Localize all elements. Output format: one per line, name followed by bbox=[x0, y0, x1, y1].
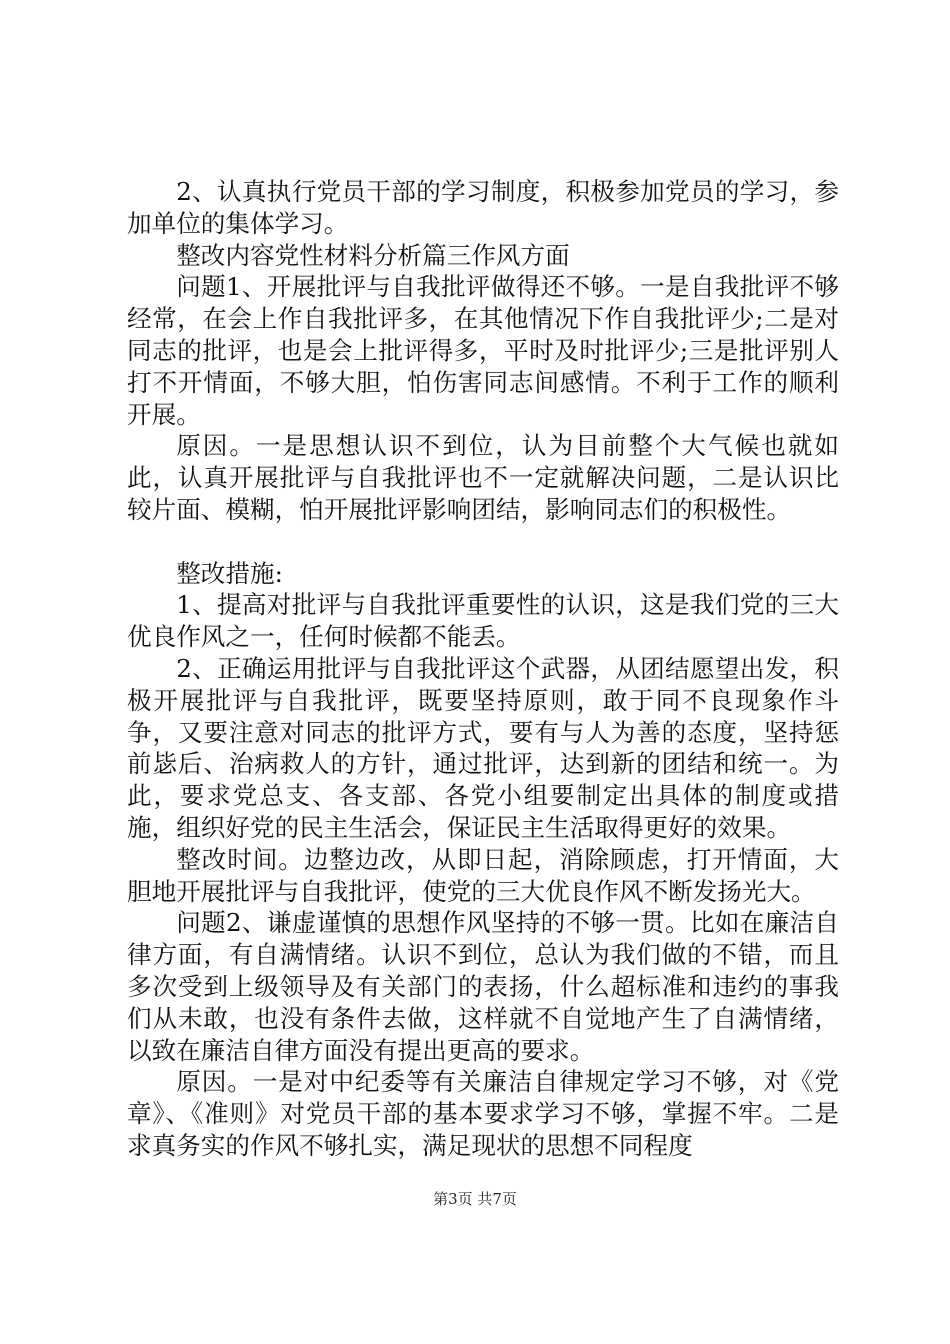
paragraph-reason-1: 原因。一是思想认识不到位，认为目前整个大气候也就如此，认真开展批评与自我批评也不一定就解决问题，二是认识比较片面、模糊，怕开展批评影响团结，影响同志们的积极性。 bbox=[127, 431, 839, 524]
paragraph-measure-1: 1、提高对批评与自我批评重要性的认识，这是我们党的三大优良作风之一，任何时候都不能丢。 bbox=[127, 590, 839, 652]
paragraph-study-system: 2、认真执行党员干部的学习制度，积极参加党员的学习，参加单位的集体学习。 bbox=[127, 177, 839, 238]
paragraph-problem-2: 问题2、谦虚谨慎的思想作风坚持的不够一贯。比如在廉洁自律方面，有自满情绪。认识不到位，总认为我们做的不错，而且多次受到上级领导及有关部门的表扬，什么超标准和违约的事我们从未敢，也没有条件去做，这样就不自觉地产生了自满情绪，以致在廉洁自律方面没有提出更高的要求。 bbox=[127, 908, 839, 1065]
paragraph-problem-1: 问题1、开展批评与自我批评做得还不够。一是自我批评不够经常，在会上作自我批评多，在其他情况下作自我批评少;二是对同志的批评，也是会上批评得多，平时及时批评少;三是批评别人打不开情面，不够大胆，怕伤害同志间感情。不利于工作的顺利开展。 bbox=[127, 272, 839, 429]
document-body bbox=[127, 176, 839, 1162]
page-number-footer: 第3页 共7页 bbox=[433, 1190, 517, 1208]
paragraph-measures-heading: 整改措施: bbox=[176, 558, 283, 588]
paragraph-rectify-time: 整改时间。边整边改，从即日起，消除顾虑，打开情面，大胆地开展批评与自我批评，使党的三大优良作风不断发扬光大。 bbox=[127, 844, 839, 906]
paragraph-measure-2: 2、正确运用批评与自我批评这个武器，从团结愿望出发，积极开展批评与自我批评，既要坚持原则，敢于同不良现象作斗争，又要注意对同志的批评方式，要有与人为善的态度，坚持惩前毖后、治病救人的方针，通过批评，达到新的团结和统一。为此，要求党总支、各支部、各党小组要制定出具体的制度或措施，组织好党的民主生活会，保证民主生活取得更好的效果。 bbox=[127, 653, 839, 842]
paragraph-reason-2: 原因。一是对中纪委等有关廉洁自律规定学习不够，对《党章》、《准则》对党员干部的基本要求学习不够，掌握不牢。二是求真务实的作风不够扎实，满足现状的思想不同程度 bbox=[127, 1067, 839, 1160]
section-heading-style: 整改内容党性材料分析篇三作风方面 bbox=[176, 240, 570, 270]
